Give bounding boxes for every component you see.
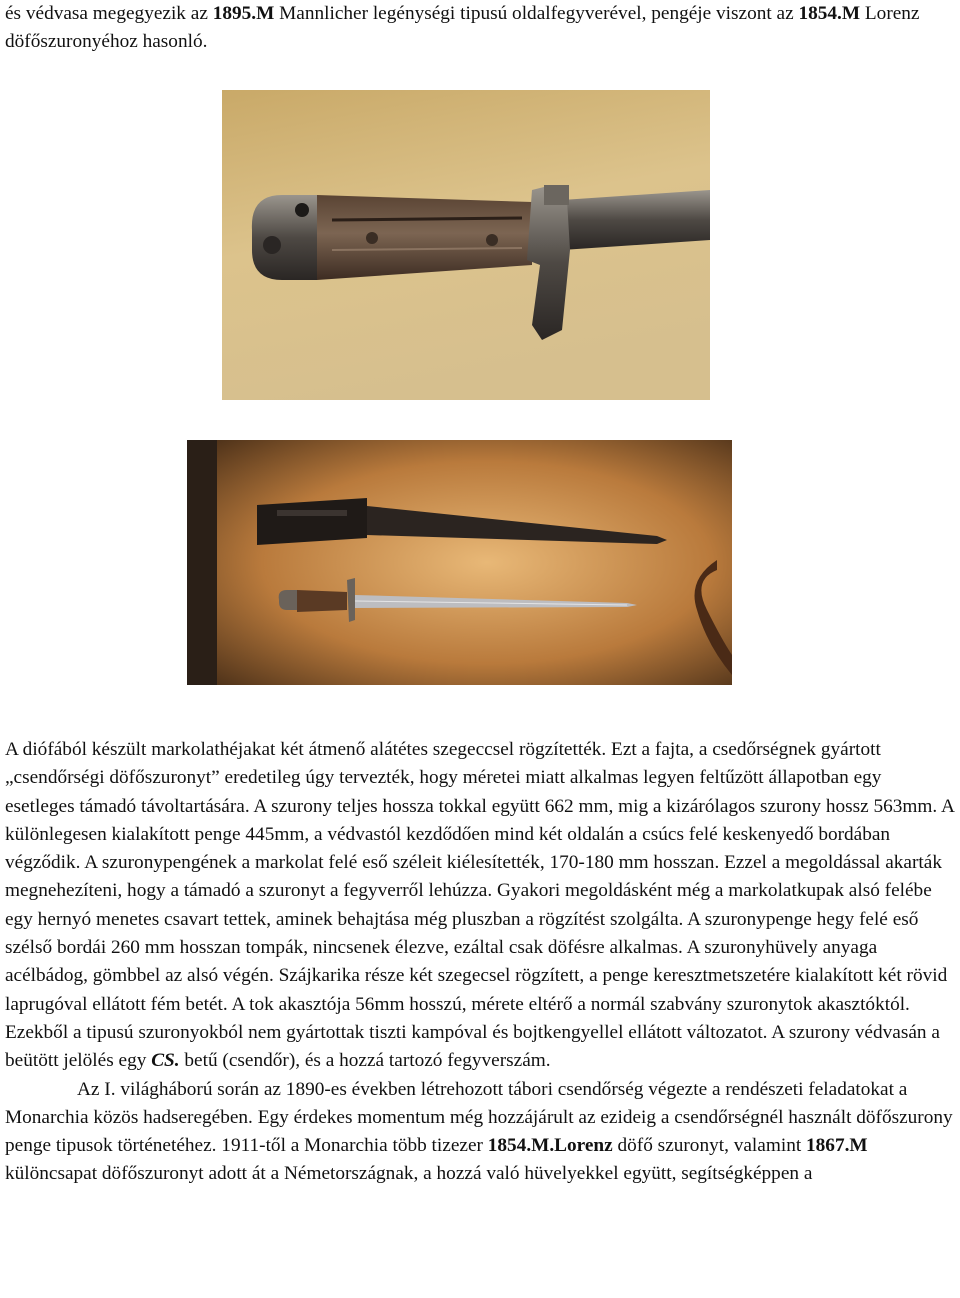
top-bold-2: 1854.M xyxy=(798,3,861,24)
main-text-2: betű (csendőr), és a hozzá tartozó fegyverszám. xyxy=(179,1050,551,1072)
photo-bayonet-handle-svg xyxy=(222,90,710,400)
photo-bayonets-with-scabbard xyxy=(187,440,732,685)
main-text-1: A diófából készült markolathéjakat két átmenő alátétes szegeccsel rögzítették. Ezt a fajta, a csedőrségnek gyártott „csendőrségi döfőszuronyt” eredetileg úgy tervezték, hogy méretei miatt alkalmas legyen feltűzött állapotban egy esetleges támadó távoltartására. A szurony teljes hossza tokkal együtt 662 mm, mig a kizárólagos szurony hossz 563mm. A különlegesen kialakított penge 445mm, a védvastól kezdődően mind két oldalán a csúcs felé keskenyedő bordában végződik. A szuronypengének a markolat felé eső széleit kiélesítették, 170-180 mm hosszan. Ezzel a megoldással akarták megnehezíteni, hogy a támadó a szuronyt a fegyverről lehúzza. Gyakori megoldásként még a markolatkupak alsó felébe egy hernyó menetes csavart tettek, aminek behajtása még pluszban a rögzítést szolgálta. A szuronypenge hegy felé eső szélső bordái 260 mm hosszan tompák, nincsenek élezve, ezáltal csak döfésre alkalmas. A szuronyhüvely anyaga acélbádog, gömbbel az alsó végén. Szájkarika része két szegecsel rögzített, a penge keresztmetszetére kialakított két rövid laprugóval ellátott fém betét. A tok akasztója 56mm hosszú, mérete eltérő a normál szabvány szuronytok akasztóktól. Ezekből a tipusú szuronyokból nem gyártottak tiszti kampóval és bojtkengyellel ellátott változatot. A szurony védvasán a beütött jelölés egy xyxy=(5,739,954,1072)
top-text-2: Mannlicher legénységi tipusú oldalfegyverével, pengéje viszont az xyxy=(274,3,799,24)
second-bold-2: 1867.M xyxy=(806,1135,868,1157)
photo-bayonet-handle-closeup xyxy=(222,90,710,400)
second-text-3: különcsapat döfőszuronyt adott át a Németországnak, a hozzá való hüvelyekkel együtt, segítségképpen a xyxy=(5,1163,813,1185)
second-text-1: Az I. világháború során az 1890-es években létrehozott tábori csendőrség végezte a rendészeti feladatokat a Monarchia közös hadseregében. Egy érdekes momentum még hozzájárult az ezideig a csendőrségnél használt döfőszurony penge tipusok történetéhez. 1911-től a Monarchia több tizezer xyxy=(5,1078,953,1157)
top-text-3: Lorenz döfőszuronyéhoz hasonló. xyxy=(5,3,920,53)
top-text-1: és védvasa megegyezik az xyxy=(5,3,213,24)
top-bold-1: 1895.M xyxy=(212,3,275,24)
photo-bayonets-svg xyxy=(187,440,732,685)
second-text-2: döfő szuronyt, valamint xyxy=(612,1135,807,1157)
second-bold-1: 1854.M.Lorenz xyxy=(487,1135,613,1157)
main-paragraph xyxy=(5,736,955,1189)
top-paragraph xyxy=(5,0,955,57)
main-bold-cs: CS. xyxy=(151,1050,180,1072)
